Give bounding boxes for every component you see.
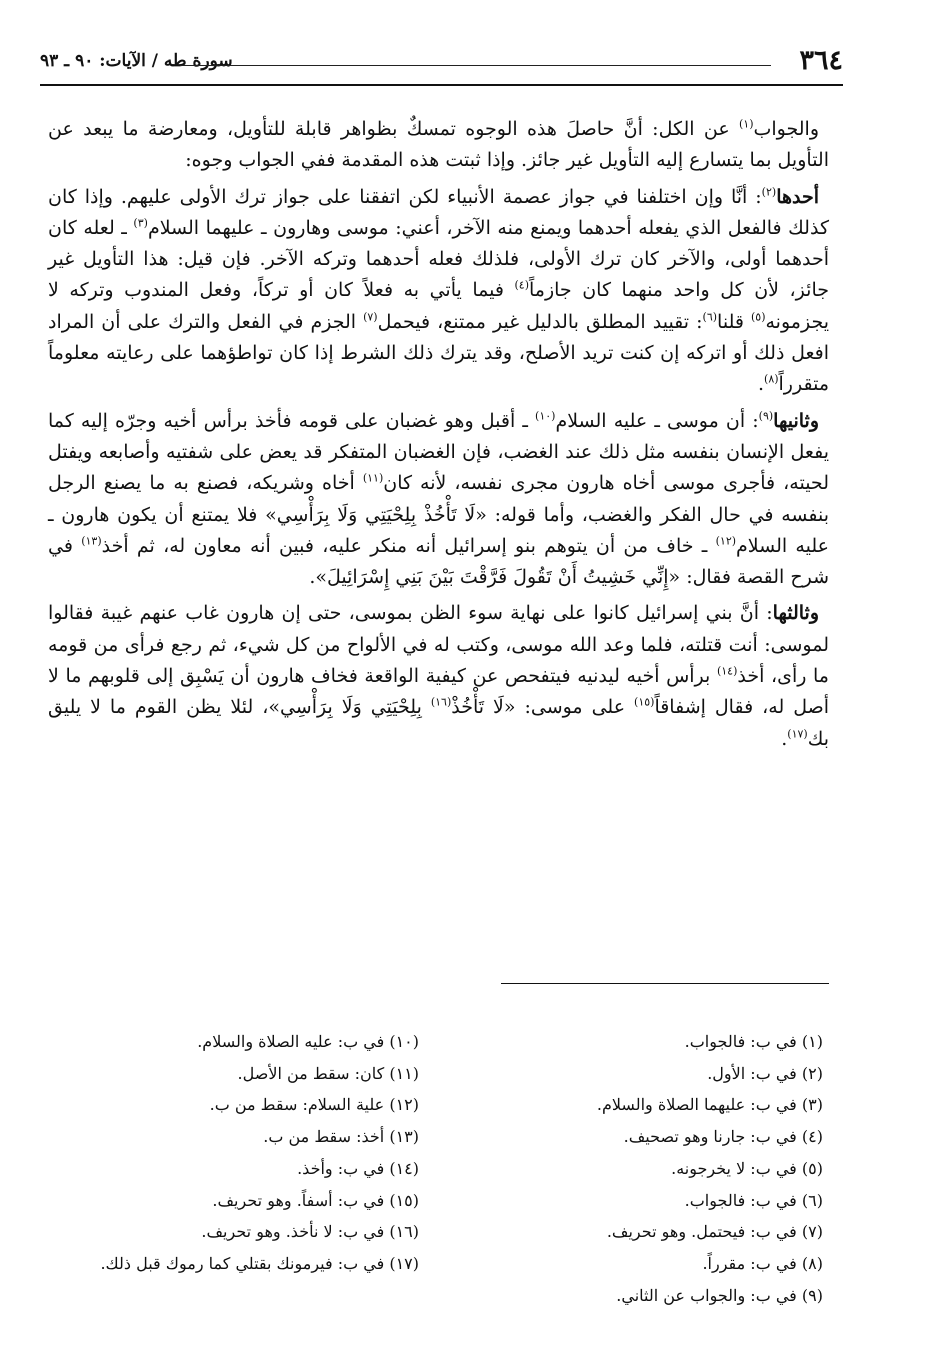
text-run: : أنَّ بني إسرائيل كانوا على نهاية سوء الظن بموسى، حتى إن هارون غاب عنهم غيبة فقالوا لموسى: أنت قتلته، فلما وعد الله موسى، وكتب له في الألواح من كل شيء، ثم رجع فرأى من قومه ما رأى، أخذ	[48, 602, 829, 688]
footnote-marker: (٢)	[761, 185, 777, 199]
footnote: (١٣) أخذ: سقط من ب.	[263, 1127, 419, 1147]
footnote: (١١) كان: سقط من الأصل.	[237, 1063, 419, 1083]
footnote-marker: (١)	[738, 117, 754, 131]
text-run: : تقييد المطلق بالدليل غير ممتنع، فيحمل	[377, 310, 703, 333]
footnote-marker: (٤)	[514, 279, 529, 293]
footnote: (٤) في ب: جارنا وهو تصحيف.	[623, 1127, 823, 1147]
footnote-marker: (٦)	[702, 310, 718, 324]
footnote-marker: (١٦)	[430, 696, 452, 710]
text-run: : أنَّا وإن اختلفنا في جواز عصمة الأنبياء لكن اتفقنا على جواز ترك الأولى عليهم. وإذا كان كذلك فالفعل الذي يفعله أحدهما ويمنع منه الآخر، أعني: موسى وهارون ـ عليهما السلام	[48, 185, 829, 239]
paragraph	[48, 182, 829, 401]
text-run: في شرح القصة فقال: «إِنِّي خَشِيتُ أَنْ تَقُولَ فَرَّقْتَ بَيْنَ بَنِي إِسْرَائِيلَ».	[48, 534, 829, 589]
footnote: (١٧) في ب: فيرمونك بقتلي كما رموك قبل ذلك.	[100, 1253, 419, 1273]
footnote-marker: (١٥)	[634, 696, 655, 710]
footnote: (٨) في ب: مقرراً.	[702, 1253, 823, 1273]
text-run: فيما يأتي به فعلاً كان أو تركاً، وفعل المندوب وتركه لا يجزمونه	[48, 279, 830, 333]
text-run: .	[757, 373, 765, 396]
footnote: (١٥) في ب: أسفاً. وهو تحريف.	[212, 1190, 419, 1210]
footnote: (٢) في ب: الأول.	[707, 1063, 823, 1083]
footnote-marker: (١١)	[362, 471, 384, 485]
footnote: (١٠) في ب: عليه الصلاة والسلام.	[197, 1032, 419, 1051]
text-run: والجواب	[753, 118, 819, 140]
text-run: برأس أخيه ليدنيه فيتفحص عن كيفية الواقعة فخاف هارون أن يَسْبِق إلى قلوبهم ما لا أصل له، فقال إشفاقاً	[48, 665, 830, 719]
text-run: ـ لعله كان أحدهما أولى، والآخر كان ترك الأولى، فلذلك فعله أحدهما وتركه الآخر. فإن قيل: هذا التأويل غير جائز، لأن كل واحد منهما كان جازماً	[48, 216, 829, 302]
footnotes-column-left	[29, 1026, 419, 1280]
text-run: قلنا	[717, 310, 751, 333]
paragraph-lead: أحدها	[776, 185, 819, 208]
footnote-marker: (٣)	[133, 216, 148, 230]
footnote: (١٦) في ب: لا نأخذ. وهو تحريف.	[201, 1222, 419, 1242]
running-title: سورة طه / الآيات: ٩٠ ـ ٩٣	[40, 51, 233, 71]
footnote-marker: (١٧)	[787, 727, 808, 741]
footnote-marker: (١٢)	[715, 534, 737, 548]
text-run: : أن موسى ـ عليه السلام	[555, 409, 759, 432]
footnote-marker: (٥)	[750, 310, 766, 324]
footnote: (٩) في ب: والجواب عن الثاني.	[616, 1285, 823, 1305]
text-run: عن الكل: أنَّ حاصلَ هذه الوجوه تمسكٌ بظواهر قابلة للتأويل، ومعارضة ما يبعد عن التأويل بما يتسارع إليه التأويل غير جائز. وإذا ثبتت هذه المقدمة ففي الجواب وجوه:	[48, 118, 829, 172]
text-run: بِلِحْيَتِي وَلَا بِرَأْسِي»، لئلا يظن القوم ما لا يليق بك	[48, 696, 829, 750]
footnote-marker: (١٣)	[81, 534, 102, 548]
text-run: ـ أقبل وهو غضبان على قومه فأخذ برأس أخيه وجرّه إليه كما يفعل الإنسان بنفسه مثل ذلك عند الغضب، فإن الغضبان المتفكر قد يعض على شفتيه وأصابعه ويفتل لحيته، فأجرى موسى أخاه هارون مجرى نفسه، لأنه كان	[48, 409, 829, 495]
footnote-marker: (٧)	[363, 310, 378, 324]
text-run: .	[781, 727, 788, 750]
footnote: (١) في ب: فالجواب.	[684, 1032, 823, 1051]
footnote: (٣) في ب: عليهما الصلاة والسلام.	[596, 1095, 823, 1115]
footnote: (٥) في ب: لا يخرجونه.	[671, 1158, 823, 1178]
footnote: (٦) في ب: فالجواب.	[684, 1190, 823, 1210]
footnote: (١٤) في ب: وأخذ.	[297, 1158, 419, 1178]
paragraph	[48, 114, 829, 177]
text-run: على موسى: «لَا تَأْخُذْ	[451, 696, 635, 719]
footnotes-column-right	[493, 1026, 823, 1311]
footnote-marker: (١٤)	[716, 664, 738, 678]
header-rule	[40, 84, 843, 86]
paragraph-lead: وثالثها	[772, 602, 819, 625]
footnote-marker: (٨)	[764, 373, 779, 387]
text-run: الجزم في الفعل والترك على أن المراد افعل ذلك أو اتركه إن كنت تريد الأصلح، وقد يترك ذلك الشرط إذا كان تواطؤهما على رعايته معلوماً متقرراً	[48, 310, 829, 396]
paragraph-lead: وثانيها	[773, 409, 819, 432]
footnote-marker: (٩)	[758, 409, 774, 423]
page-header	[40, 34, 843, 74]
header-dash-line	[180, 65, 771, 66]
text-run: ـ خاف من أن يتوهم بنو إسرائيل أنه منكر عليه، فبين أنه معاون له، ثم أخذ	[101, 534, 716, 557]
footnote-separator	[501, 983, 829, 984]
main-text	[48, 114, 829, 760]
footnote-marker: (١٠)	[535, 409, 556, 423]
footnote: (٧) في ب: فيحتمل. وهو تحريف.	[606, 1222, 823, 1242]
page-number: ٣٦٤	[799, 45, 843, 76]
paragraph	[48, 598, 829, 754]
text-run: أخاه وشريكه، فصنع به ما يصنع الرجل بنفسه في حال الفكر والغضب، وأما قوله: «لَا تَأْخُذْ بِلِحْيَتِي وَلَا بِرَأْسِي» فلا يمتنع أن يكون هارون ـ عليه السلام	[48, 472, 829, 557]
footnote: (١٢) علية السلام: سقط من ب.	[209, 1095, 419, 1115]
paragraph	[48, 406, 829, 594]
